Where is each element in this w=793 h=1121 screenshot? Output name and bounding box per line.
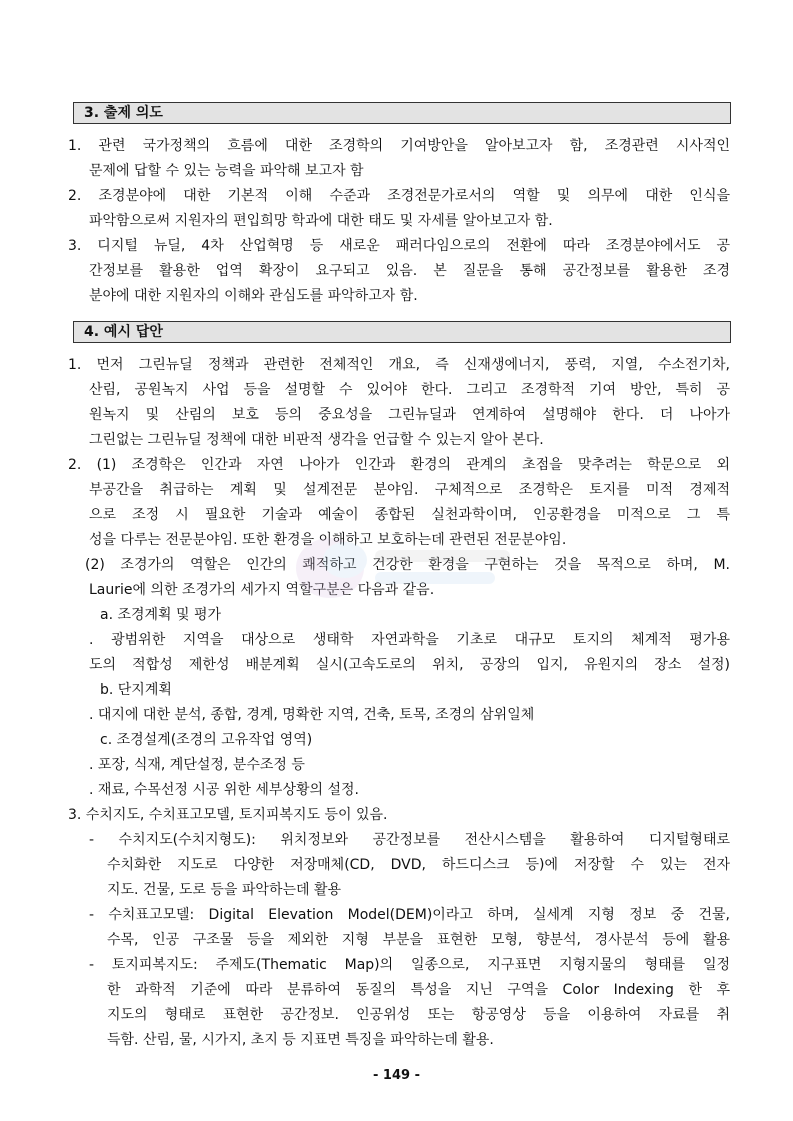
- answer-line: 부공간을 취급하는 계획 및 설계전문 분야임. 구체적으로 조경학은 토지를 미적 경제적: [89, 482, 730, 498]
- answer-line: - 수치지도(수치지형도): 위치정보와 공간정보를 전산시스템을 활용하여 디지털형태로: [89, 832, 730, 848]
- answer-line: 수치화한 지도로 다양한 저장매체(CD, DVD, 하드디스크 등)에 저장할 수 있는 전자: [107, 857, 730, 873]
- answer-line: 1. 먼저 그린뉴딜 정책과 관련한 전체적인 개요, 즉 신재생에너지, 풍력, 지열, 수소전기차,: [68, 357, 730, 373]
- answer-line: 그린없는 그린뉴딜 정책에 대한 비판적 생각을 언급할 수 있는지 알아 본다.: [89, 432, 544, 448]
- answer-line: 지도의 형태로 표현한 공간정보. 인공위성 또는 항공영상 등을 이용하여 자료를 취: [107, 1007, 730, 1023]
- answer-line: 수목, 인공 구조물 등을 제외한 지형 부분을 표현한 모형, 향분석, 경사분석 등에 활용: [107, 932, 730, 948]
- answer-line: 2. (1) 조경학은 인간과 자연 나아가 인간과 환경의 관계의 초점을 맞추려는 학문으로 외: [68, 457, 730, 473]
- section-4-header: 4. 예시 답안: [73, 321, 731, 343]
- section-3-item-1-line-2: 문제에 답할 수 있는 능력을 파악해 보고자 함: [89, 163, 364, 179]
- answer-line: . 광범위한 지역을 대상으로 생태학 자연과학을 기초로 대규모 토지의 체계적 평가용: [89, 632, 730, 648]
- section-3-item-2-line-1: 2. 조경분야에 대한 기본적 이해 수준과 조경전문가로서의 역할 및 의무에 대한 인식을: [68, 188, 730, 204]
- answer-line: - 토지피복지도: 주제도(Thematic Map)의 일종으로, 지구표면 지형지물의 형태를 일정: [89, 957, 730, 973]
- answer-line: 원녹지 및 산림의 보호 등의 중요성을 그린뉴딜과 연계하여 설명해야 한다. 더 나아가: [89, 407, 730, 423]
- section-3-item-3-line-1: 3. 디지털 뉴딜, 4차 산업혁명 등 새로운 패러다임으로의 전환에 따라 조경분야에서도 공: [68, 238, 730, 254]
- answer-line: 으로 조정 시 필요한 기술과 예술이 종합된 실천과학이며, 인공환경을 미적으로 그 특: [89, 507, 730, 523]
- answer-line: - 수치표고모델: Digital Elevation Model(DEM)이라고 하며, 실세계 지형 정보 중 건물,: [89, 907, 730, 923]
- answer-line: 지도. 건물, 도로 등을 파악하는데 활용: [107, 882, 342, 898]
- answer-line: 3. 수치지도, 수치표고모델, 토지피복지도 등이 있음.: [68, 807, 388, 823]
- answer-line: . 재료, 수목선정 시공 위한 세부상황의 설정.: [89, 782, 359, 798]
- answer-line: . 포장, 식재, 계단설정, 분수조정 등: [89, 757, 305, 773]
- answer-line: a. 조경계획 및 평가: [100, 607, 222, 623]
- section-3-item-3-line-2: 간정보를 활용한 업역 확장이 요구되고 있음. 본 질문을 통해 공간정보를 활용한 조경: [89, 263, 730, 279]
- section-3-item-2-line-2: 파악함으로써 지원자의 편입희망 학과에 대한 태도 및 자세를 알아보고자 함.: [89, 213, 553, 229]
- section-3-header: 3. 출제 의도: [73, 102, 731, 124]
- answer-line: c. 조경설계(조경의 고유작업 영역): [100, 732, 313, 748]
- answer-line: 도의 적합성 제한성 배분계획 실시(고속도로의 위치, 공장의 입지, 유원지의 장소 설정): [89, 657, 730, 673]
- answer-line: 산림, 공원녹지 사업 등을 설명할 수 있어야 한다. 그리고 조경학적 기여 방안, 특히 공: [89, 382, 730, 398]
- answer-line: 한 과학적 기준에 따라 분류하여 동질의 특성을 지닌 구역을 Color Indexing 한 후: [107, 982, 730, 998]
- section-3-item-3-line-3: 분야에 대한 지원자의 이해와 관심도를 파악하고자 함.: [89, 288, 418, 304]
- answer-line: Laurie에 의한 조경가의 세가지 역할구분은 다음과 같음.: [89, 582, 435, 598]
- answer-line: (2) 조경가의 역할은 인간의 쾌적하고 건강한 환경을 구현하는 것을 목적으로 하며, M.: [85, 557, 730, 573]
- answer-line: . 대지에 대한 분석, 종합, 경계, 명확한 지역, 건축, 토목, 조경의 삼위일체: [89, 707, 535, 723]
- answer-line: 성을 다루는 전문분야임. 또한 환경을 이해하고 보호하는데 관련된 전문분야임.: [89, 532, 567, 548]
- answer-line: b. 단지계획: [100, 682, 172, 698]
- answer-line: 득함. 산림, 물, 시가지, 초지 등 지표면 특징을 파악하는데 활용.: [107, 1032, 494, 1048]
- page-number: - 149 -: [373, 1068, 420, 1083]
- section-3-item-1-line-1: 1. 관련 국가정책의 흐름에 대한 조경학의 기여방안을 알아보고자 함, 조경관련 시사적인: [68, 138, 730, 154]
